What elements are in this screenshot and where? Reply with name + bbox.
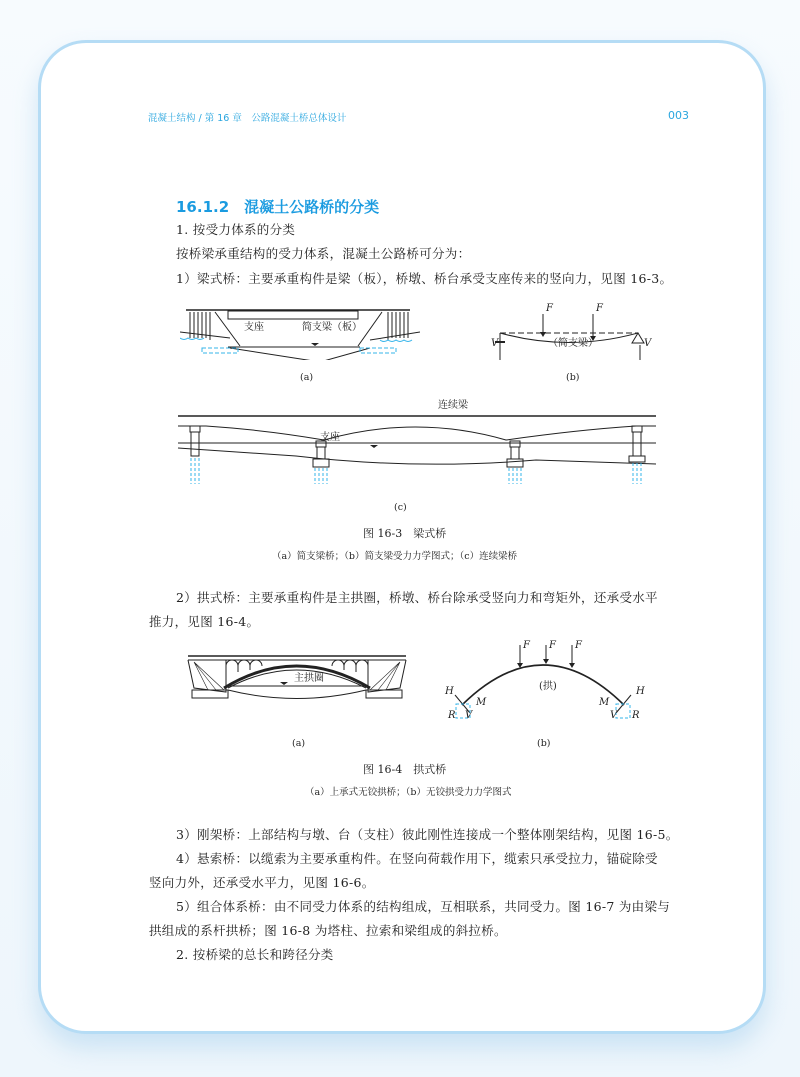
paragraph: 5）组合体系桥：由不同受力体系的结构组成，互相联系，共同受力。图 16-7 为由梁与 [176, 899, 671, 914]
label-support: 支座 [320, 432, 340, 443]
reaction-label: V [465, 710, 473, 721]
paragraph: 1. 按受力体系的分类 [176, 222, 296, 237]
simple-beam-force-diagram [488, 300, 658, 360]
reaction-label: V [610, 710, 618, 721]
figure-tag: (a) [292, 738, 306, 749]
figure-subcaption: （a）简支梁桥；（b）简支梁受力力学图式；（c）连续梁桥 [272, 551, 518, 562]
running-header: 混凝土结构 / 第 16 章 公路混凝土桥总体设计 [148, 113, 347, 124]
reaction-label: V [491, 338, 499, 349]
page-number: 003 [668, 109, 689, 122]
paragraph: 拱组成的系杆拱桥；图 16-8 为塔柱、拉索和梁组成的斜拉桥。 [149, 923, 507, 938]
paragraph: 竖向力外，还承受水平力，见图 16-6。 [149, 875, 375, 890]
reaction-label: V [644, 338, 652, 349]
figure-tag: (b) [566, 372, 580, 383]
moment-label: H [636, 686, 645, 697]
simple-beam-bridge-diagram [180, 300, 420, 360]
moment-label: H [445, 686, 454, 697]
paragraph: 4）悬索桥：以缆索为主要承重构件。在竖向荷载作用下，缆索只承受拉力，锚碇除受 [176, 851, 658, 866]
moment-label: M [599, 697, 610, 708]
paragraph: 按桥梁承重结构的受力体系，混凝土公路桥可分为： [176, 246, 471, 261]
paragraph: 推力，见图 16-4。 [149, 614, 260, 629]
force-label: F [546, 303, 553, 314]
label-simple-beam: 简支梁（板） [302, 322, 362, 333]
paragraph: 3）刚架桥：上部结构与墩、台（支柱）彼此刚性连接成一个整体刚架结构，见图 16-5。 [176, 827, 679, 842]
reaction-label: R [448, 710, 456, 721]
paragraph: 2. 按桥梁的总长和跨径分类 [176, 947, 334, 962]
label-arch: (拱) [539, 681, 557, 692]
label-main-arch: 主拱圈 [294, 673, 324, 684]
label-support: 支座 [244, 322, 264, 333]
figure-tag: (b) [537, 738, 551, 749]
force-label: F [596, 303, 603, 314]
reaction-label: R [632, 710, 640, 721]
figure-tag: (a) [300, 372, 314, 383]
figure-tag: (c) [394, 502, 407, 513]
force-label: F [575, 640, 582, 651]
force-label: F [523, 640, 530, 651]
figure-subcaption: （a）上承式无铰拱桥；（b）无铰拱受力力学图式 [305, 787, 512, 798]
section-title: 16.1.2 混凝土公路桥的分类 [176, 198, 380, 216]
figure-caption: 图 16-4 拱式桥 [363, 763, 447, 776]
force-label: F [549, 640, 556, 651]
paragraph: 1）梁式桥：主要承重构件是梁（板），桥墩、桥台承受支座传来的竖向力，见图 16-3。 [176, 271, 673, 286]
paragraph: 2）拱式桥：主要承重构件是主拱圈，桥墩、桥台除承受竖向力和弯矩外，还承受水平 [176, 590, 658, 605]
continuous-beam-bridge-diagram [176, 408, 660, 484]
label-simple-beam: （简支梁） [548, 338, 598, 349]
figure-caption: 图 16-3 梁式桥 [363, 527, 447, 540]
moment-label: M [476, 697, 487, 708]
label-continuous-beam: 连续梁 [438, 400, 468, 411]
